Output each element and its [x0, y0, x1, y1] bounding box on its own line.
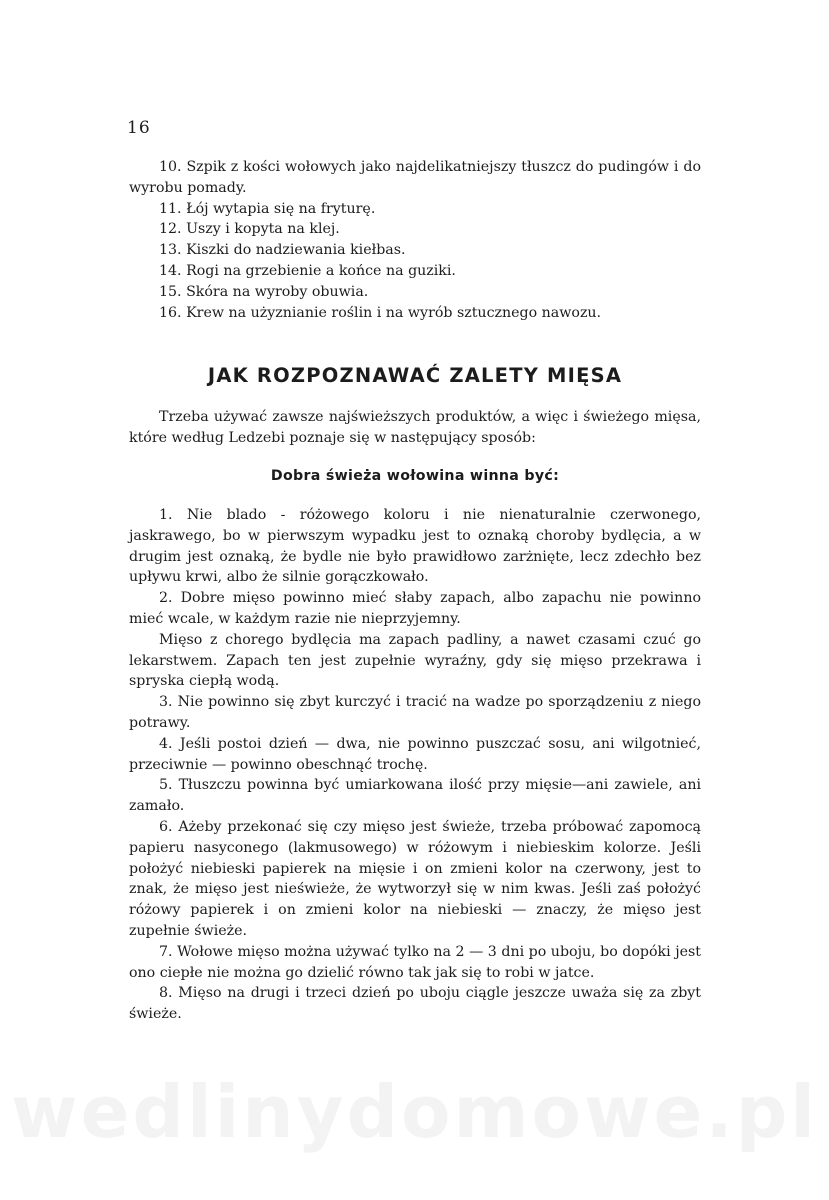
paragraph: 8. Mięso na drugi i trzeci dzień po uboju ciągle jeszcze uważa się za zbyt świeże.: [129, 985, 701, 1023]
paragraph: 2. Dobre mięso powinno mieć słaby zapach, albo zapachu nie powinno mieć wcale, w każdym razie nie nieprzyjemny.: [129, 590, 701, 627]
list-item: 12. Uszy i kopyta na klej.: [159, 221, 340, 238]
list-item: 13. Kiszki do nadziewania kiełbas.: [159, 242, 406, 259]
list-item: 11. Łój wytapia się na fryturę.: [159, 200, 376, 217]
list-item: 16. Krew na użyznianie roślin i na wyrób sztucznego nawozu.: [159, 304, 602, 321]
list-item: 15. Skóra na wyroby obuwia.: [159, 283, 369, 300]
paragraph: 6. Ażeby przekonać się czy mięso jest świeże, trzeba próbować zapomocą papieru nasyconego (lakmusowego) w różowym i niebieskim kolorze. Jeśli położyć niebieski papierek na mięsie i on zmieni kolor na czerwony, jest to znak, że mięso jest nieświeże, że wytworzył się w nim kwas. Jeśli zaś położyć różowy papierek i on zmieni kolor na niebieski — znaczy, że mięso jest zupełnie świeże.: [129, 818, 701, 939]
paragraph: 3. Nie powinno się zbyt kurczyć i tracić na wadze po sporządzeniu z niego potrawy.: [129, 694, 701, 731]
watermark: wedlinydomowe.pl: [11, 1070, 818, 1154]
paragraph: 1. Nie blado - różowego koloru i nie nienaturalnie czerwonego, jaskrawego, bo w pierwszym wypadku jest to oznaką choroby bydlęcia, a w drugim jest oznaką, że bydle nie było prawidłowo zarżnięte, lecz zdechło bez upływu krwi, albo że silnie gorączkowało.: [129, 507, 701, 586]
paragraph: 5. Tłuszczu powinna być umiarkowana ilość przy mięsie—ani zawiele, ani zamało.: [129, 777, 701, 815]
body-text: [129, 505, 701, 1025]
paragraph: Mięso z chorego bydlęcia ma zapach padliny, a nawet czasami czuć go lekarstwem. Zapach ten jest zupełnie wyraźny, gdy się mięso przekrawa i spryska ciepłą wodą.: [129, 631, 701, 690]
paragraph: 7. Wołowe mięso można używać tylko na 2 — 3 dni po uboju, bo dopóki jest ono ciepłe nie można go dzielić równo tak jak się to robi w jatce.: [129, 943, 701, 981]
paragraph: 4. Jeśli postoi dzień — dwa, nie powinno puszczać sosu, ani wilgotnieć, przeciwnie — powinno obeschnąć trochę.: [129, 735, 701, 773]
section-heading: JAK ROZPOZNAWAĆ ZALETY MIĘSA: [207, 364, 623, 387]
subheading: Dobra świeża wołowina winna być:: [270, 468, 560, 484]
list-item: 14. Rogi na grzebienie a końce na guziki.: [159, 262, 456, 279]
page-number: 16: [127, 118, 151, 138]
list-item: 10. Szpik z kości wołowych jako najdelikatniejszy tłuszcz do pudingów i do wyrobu pomady.: [129, 159, 701, 196]
numbered-list: [129, 157, 701, 323]
intro-paragraph: Trzeba używać zawsze najświeższych produktów, a więc i świeżego mięsa, które według Ledzebi poznaje się w następujący sposób:: [129, 409, 701, 446]
